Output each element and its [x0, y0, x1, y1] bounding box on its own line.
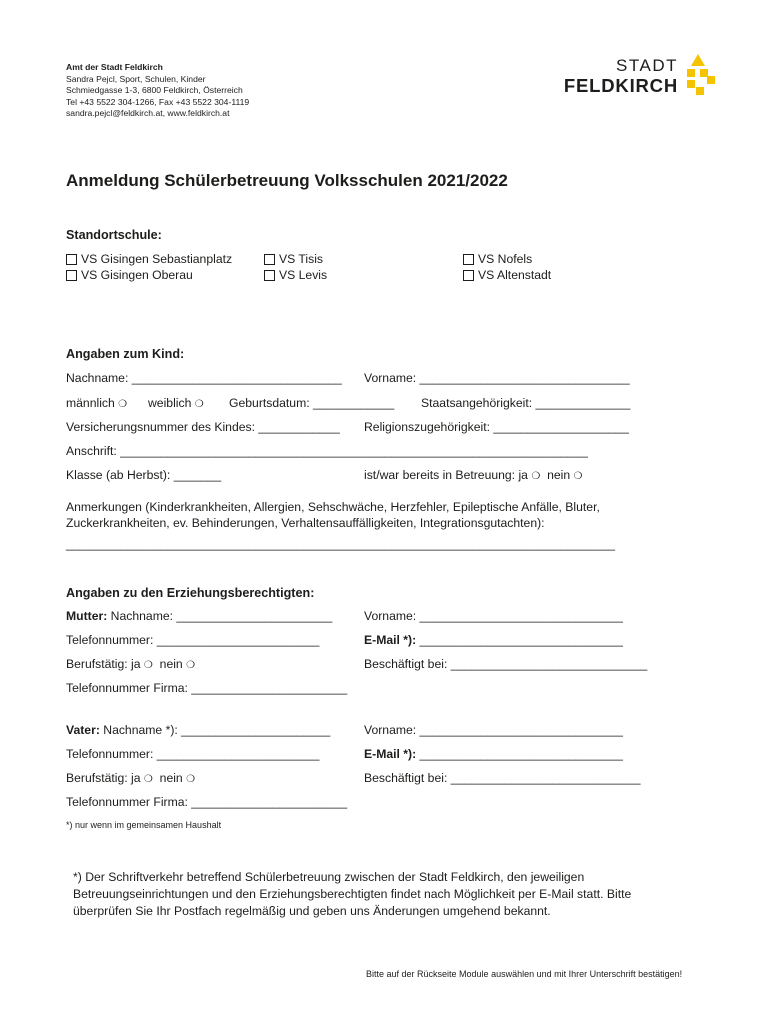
sender-org: Amt der Stadt Feldkirch — [66, 62, 163, 72]
school-label: VS Tisis — [279, 252, 324, 266]
nachname-line: Nachname: _______________________ — [107, 609, 333, 623]
sender-line: Sandra Pejcl, Sport, Schulen, Kinder — [66, 73, 206, 84]
religion-field[interactable]: Religionszugehörigkeit: ____________________ — [364, 420, 629, 434]
logo-word-feldkirch: FELDKIRCH — [563, 75, 678, 96]
option-label: weiblich — [148, 396, 192, 410]
klasse-field[interactable]: Klasse (ab Herbst): _______ — [66, 468, 222, 482]
option-label: nein — [159, 771, 183, 785]
versicherungsnummer-field[interactable]: Versicherungsnummer des Kindes: ____________ — [66, 420, 340, 434]
eltern-heading: Angaben zu den Erziehungsberechtigten: — [66, 586, 315, 600]
page-title: Anmeldung Schülerbetreuung Volksschulen 2021/2022 — [66, 171, 508, 190]
gender-female-option[interactable] — [148, 396, 204, 410]
vater-vorname-field[interactable]: Vorname: ______________________________ — [364, 723, 623, 737]
school-option[interactable] — [463, 252, 532, 266]
checkbox[interactable] — [264, 254, 275, 265]
anmerkungen-label: Zuckerkrankheiten, ev. Behinderungen, Verhaltensauffälligkeiten, Integrationsgutachten): — [66, 516, 545, 530]
sender-line: Schmiedgasse 1-3, 6800 Feldkirch, Österreich — [66, 85, 243, 96]
gender-male-option[interactable] — [66, 396, 127, 410]
kind-heading: Angaben zum Kind: — [66, 347, 185, 361]
checkbox[interactable] — [66, 254, 77, 265]
radio-circle-icon[interactable]: ❍ — [143, 774, 153, 785]
radio-circle-icon[interactable]: ❍ — [186, 660, 196, 671]
kind-nachname-field[interactable]: Nachname: _______________________________ — [66, 371, 342, 385]
stadt-feldkirch-logo — [563, 52, 718, 98]
mutter-telefon-field[interactable]: Telefonnummer: ________________________ — [66, 633, 320, 647]
betreuung-question[interactable] — [364, 468, 582, 482]
school-option[interactable] — [66, 268, 193, 282]
footnote-line: Betreuungseinrichtungen und den Erziehungsberechtigten findet nach Möglichkeit per E-Mail statt. Bitte — [73, 887, 632, 901]
vater-telefon-firma-field[interactable]: Telefonnummer Firma: _______________________ — [66, 795, 348, 809]
radio-circle-icon[interactable]: ❍ — [186, 774, 196, 785]
footnote-line: überprüfen Sie Ihr Postfach regelmäßig und geben uns Änderungen umgehend bekannt. — [73, 904, 551, 918]
mutter-beschaeftigt-field[interactable]: Beschäftigt bei: _____________________________ — [364, 657, 648, 671]
anschrift-field[interactable]: Anschrift: _____________________________________________________________________ — [66, 444, 588, 458]
vater-email-field[interactable] — [364, 747, 623, 761]
school-label: VS Levis — [279, 268, 328, 282]
vater-telefon-field[interactable]: Telefonnummer: ________________________ — [66, 747, 320, 761]
bottom-note: Bitte auf der Rückseite Module auswählen und mit Ihrer Unterschrift bestätigen! — [366, 969, 683, 979]
checkbox[interactable] — [463, 270, 474, 281]
anmerkungen-field[interactable]: _________________________________________________________________________________ — [66, 537, 616, 551]
anmerkungen-label: Anmerkungen (Kinderkrankheiten, Allergien, Sehschwäche, Herzfehler, Epileptische Anfälle, Bluter, — [66, 500, 600, 514]
logo-mark-icon — [678, 52, 718, 98]
school-label: VS Gisingen Oberau — [81, 268, 193, 282]
mutter-nachname-field[interactable] — [66, 609, 332, 623]
radio-circle-icon[interactable]: ❍ — [194, 399, 204, 410]
school-label: VS Nofels — [478, 252, 533, 266]
berufstaetig-label: Berufstätig: ja — [66, 771, 141, 785]
checkbox[interactable] — [66, 270, 77, 281]
school-label: VS Altenstadt — [478, 268, 552, 282]
checkbox[interactable] — [264, 270, 275, 281]
radio-circle-icon[interactable]: ❍ — [118, 399, 128, 410]
footnote-line: *) Der Schriftverkehr betreffend Schülerbetreuung zwischen der Stadt Feldkirch, den jeweiligen — [73, 870, 585, 884]
staatsangehoerigkeit-field[interactable]: Staatsangehörigkeit: ______________ — [421, 396, 631, 410]
standort-heading: Standortschule: — [66, 228, 162, 242]
mutter-telefon-firma-field[interactable]: Telefonnummer Firma: _______________________ — [66, 681, 348, 695]
mutter-email-field[interactable] — [364, 633, 623, 647]
radio-circle-icon[interactable]: ❍ — [143, 660, 153, 671]
school-label: VS Gisingen Sebastianplatz — [81, 252, 233, 266]
vater-beschaeftigt-field[interactable]: Beschäftigt bei: ____________________________ — [364, 771, 641, 785]
radio-circle-icon[interactable]: ❍ — [531, 471, 541, 482]
mutter-label: Mutter: — [66, 609, 108, 623]
radio-circle-icon[interactable]: ❍ — [573, 471, 583, 482]
school-option[interactable] — [264, 252, 323, 266]
sender-address — [66, 62, 249, 120]
mutter-berufstaetig-question[interactable] — [66, 657, 195, 671]
option-label: nein — [159, 657, 183, 671]
vater-berufstaetig-question[interactable] — [66, 771, 195, 785]
option-label: männlich — [66, 396, 115, 410]
email-line: ______________________________ — [416, 747, 623, 761]
berufstaetig-label: Berufstätig: ja — [66, 657, 141, 671]
school-option[interactable] — [463, 268, 551, 282]
logo-word-stadt: STADT — [616, 56, 678, 75]
email-label: E-Mail *): — [364, 633, 417, 647]
school-option[interactable] — [66, 252, 232, 266]
geburtsdatum-field[interactable]: Geburtsdatum: ____________ — [229, 396, 395, 410]
mutter-vorname-field[interactable]: Vorname: ______________________________ — [364, 609, 623, 623]
vater-label: Vater: — [66, 723, 100, 737]
haushalt-note: *) nur wenn im gemeinsamen Haushalt — [66, 820, 222, 830]
sender-contact: sandra.pejcl@feldkirch.at, www.feldkirch.at — [66, 108, 230, 119]
school-option[interactable] — [264, 268, 327, 282]
nachname-line: Nachname *): ______________________ — [99, 723, 331, 737]
checkbox[interactable] — [463, 254, 474, 265]
vater-nachname-field[interactable] — [66, 723, 330, 737]
email-line: ______________________________ — [416, 633, 623, 647]
betreuung-label: ist/war bereits in Betreuung: ja — [364, 468, 528, 482]
email-label: E-Mail *): — [364, 747, 417, 761]
sender-line: Tel +43 5522 304-1266, Fax +43 5522 304-1119 — [66, 96, 250, 107]
kind-vorname-field[interactable]: Vorname: _______________________________ — [364, 371, 630, 385]
option-label: nein — [547, 468, 571, 482]
